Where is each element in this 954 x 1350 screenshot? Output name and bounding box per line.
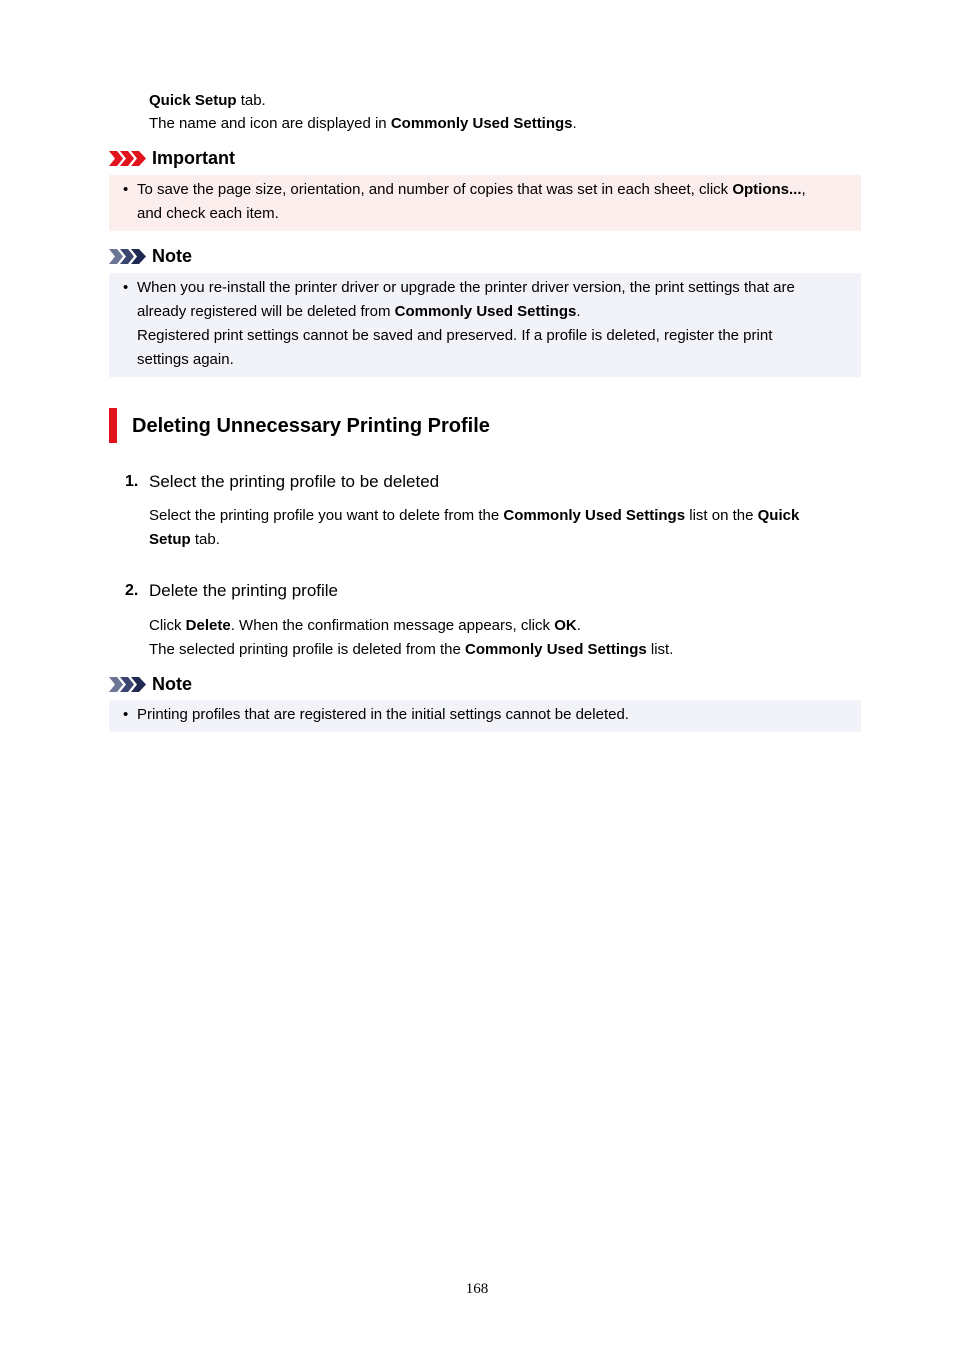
intro-line-1: Quick Setup tab.: [149, 92, 266, 109]
ui-term: Commonly Used Settings: [465, 641, 647, 658]
important-header: [109, 147, 235, 169]
note-text-line-2: already registered will be deleted from Commonly Used Settings.: [137, 303, 581, 320]
step-2-title: Delete the printing profile: [149, 581, 339, 600]
ui-term: Quick Setup: [149, 92, 237, 109]
note-text-line-4: settings again.: [137, 351, 234, 368]
ui-term: Commonly Used Settings: [390, 115, 573, 132]
section-title: Deleting Unnecessary Printing Profile: [132, 415, 490, 437]
bullet: •: [123, 279, 129, 296]
note-chevron-icon: [109, 249, 147, 264]
important-text-line-1: To save the page size, orientation, and number of copies that was set in each sheet, click Options...,: [137, 181, 806, 198]
ui-term: Setup: [149, 531, 191, 548]
note-chevron-icon: [109, 677, 147, 692]
ui-term: Commonly Used Settings: [394, 303, 577, 320]
ui-term: Quick: [757, 507, 800, 524]
page-number: 168: [465, 1281, 489, 1297]
note-title: Note: [152, 674, 192, 694]
step-2-text-line-2: The selected printing profile is deleted from the Commonly Used Settings list.: [149, 641, 674, 658]
note-text-line-3: Registered print settings cannot be saved and preserved. If a profile is deleted, register the print: [137, 327, 773, 344]
step-2-number: 2.: [125, 582, 139, 599]
note-text-line-1: Printing profiles that are registered in the initial settings cannot be deleted.: [137, 706, 629, 723]
note-title: Note: [152, 246, 192, 266]
note-header: [109, 245, 192, 267]
step-1-title: Select the printing profile to be deleted: [149, 472, 440, 491]
note-box: [109, 700, 861, 732]
section-accent-bar: [109, 408, 117, 443]
ui-term: Commonly Used Settings: [503, 507, 686, 524]
note-header: [109, 673, 192, 695]
step-1-text-line-1: Select the printing profile you want to delete from the Commonly Used Settings list on the Quick: [149, 507, 800, 524]
note-text-line-1: When you re-install the printer driver or upgrade the printer driver version, the print settings that are: [137, 279, 795, 296]
ui-term: Delete: [185, 617, 231, 634]
important-box: [109, 175, 861, 231]
intro-line-2: The name and icon are displayed in Commonly Used Settings.: [149, 115, 577, 132]
ui-term: Options...: [732, 181, 802, 198]
step-1-number: 1.: [125, 473, 139, 490]
bullet: •: [123, 706, 129, 723]
important-text-line-2: and check each item.: [137, 205, 279, 222]
bullet: •: [123, 181, 129, 198]
important-chevron-icon: [109, 151, 147, 166]
note-box: [109, 273, 861, 377]
step-1-text-line-2: Setup tab.: [149, 531, 220, 548]
step-2-text-line-1: Click Delete. When the confirmation message appears, click OK.: [149, 617, 581, 634]
ui-term: OK: [554, 617, 577, 634]
important-title: Important: [152, 148, 235, 168]
